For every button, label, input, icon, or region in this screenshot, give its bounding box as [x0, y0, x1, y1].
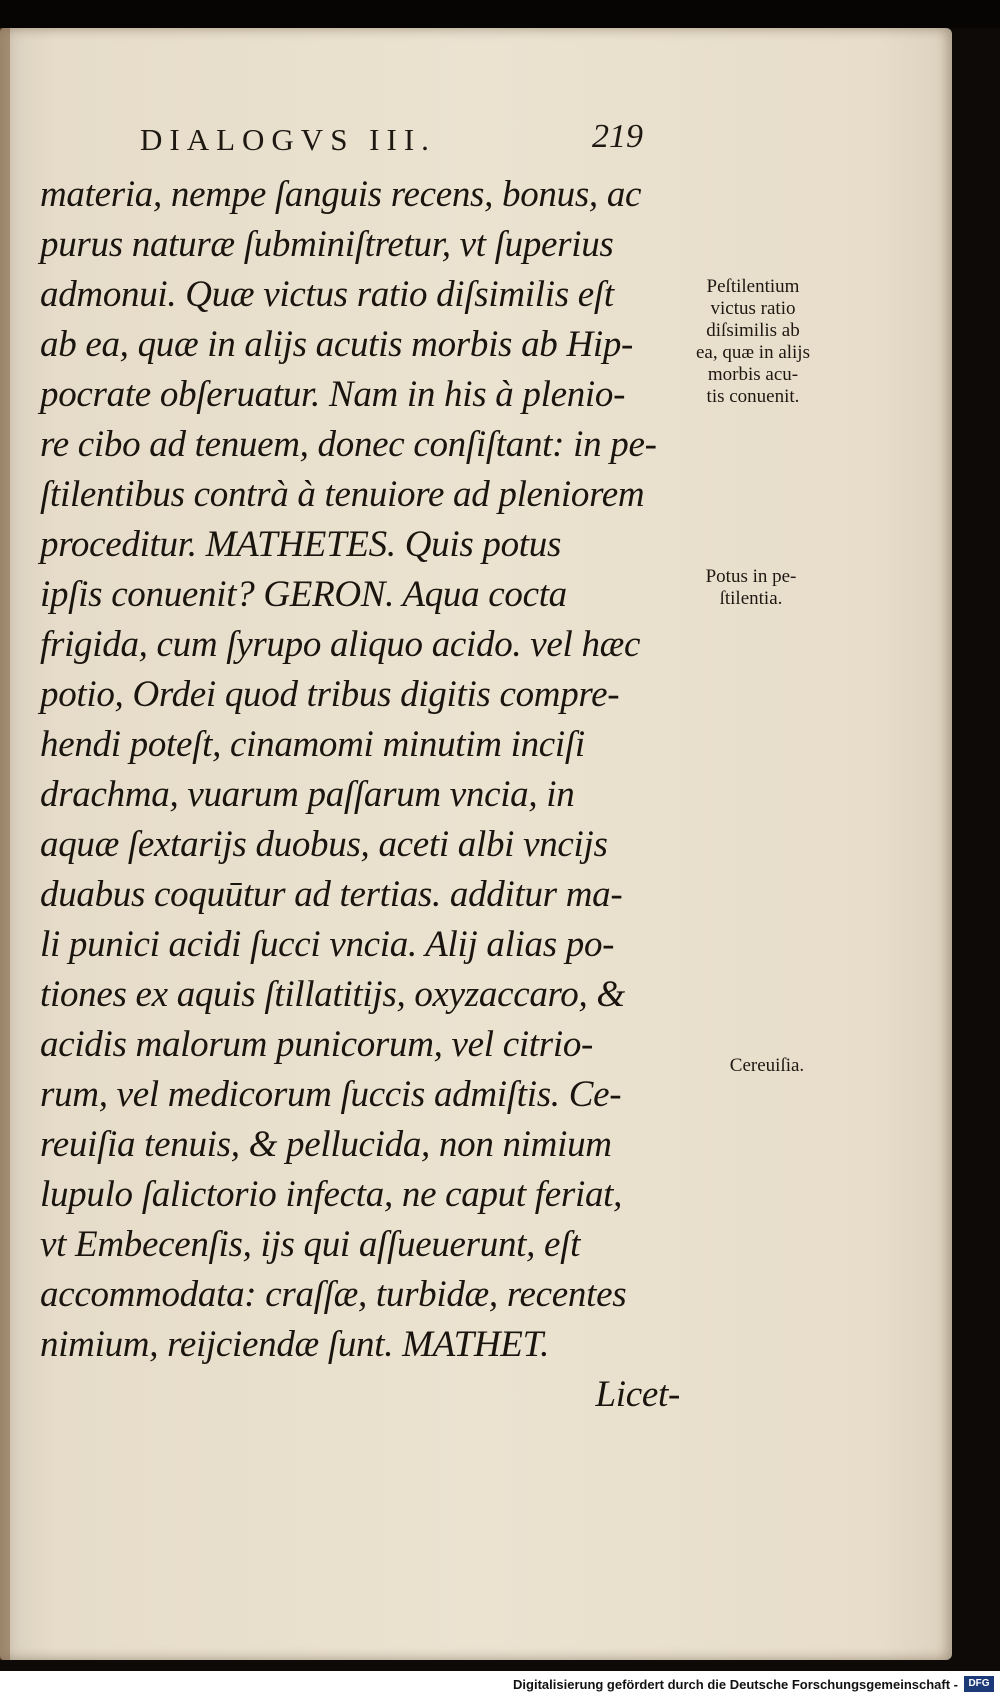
page-header — [140, 118, 660, 162]
text-line: re cibo ad tenuem, donec conſiſtant: in pe- — [40, 424, 657, 465]
main-text-block — [40, 170, 680, 1420]
marginal-line: ea, quæ in alijs — [696, 342, 810, 363]
text-line: rum, vel medicorum ſuccis admiſtis. Ce- — [40, 1074, 622, 1115]
text-line: aquæ ſextarijs duobus, aceti albi vncijs — [40, 824, 608, 865]
text-line: potio, Ordei quod tribus digitis compre- — [40, 674, 620, 715]
dfg-logo: DFG — [964, 1676, 994, 1692]
scan-top-border — [0, 0, 1000, 28]
text-line: purus naturæ ſubminiſtretur, vt ſuperius — [40, 224, 614, 265]
funding-credit: Digitalisierung gefördert durch die Deutsche Forschungsgemeinschaft - — [513, 1677, 958, 1692]
digitization-footer — [0, 1671, 1000, 1697]
text-line: admonui. Quæ victus ratio diſsimilis eſt — [40, 274, 614, 315]
marginal-line: victus ratio — [710, 298, 796, 319]
marginal-note-cereuisia — [712, 1055, 822, 1077]
marginal-note-potus — [676, 566, 826, 610]
text-line: reuiſia tenuis, & pellucida, non nimium — [40, 1124, 612, 1165]
text-line: frigida, cum ſyrupo aliquo acido. vel hæc — [40, 624, 641, 665]
text-line: vt Embecenſis, ijs qui aſſueuerunt, eſt — [40, 1224, 581, 1265]
marginal-line: morbis acu- — [707, 364, 799, 385]
text-line: drachma, vuarum paſſarum vncia, in — [40, 774, 575, 815]
text-line: ipſis conuenit? GERON. Aqua cocta — [40, 574, 567, 615]
running-head: DIALOGVS III. — [140, 122, 436, 157]
marginal-line: Potus in pe- — [705, 566, 797, 587]
text-line: acidis malorum punicorum, vel citrio- — [40, 1024, 594, 1065]
text-line: ab ea, quæ in alijs acutis morbis ab Hip- — [40, 324, 634, 365]
text-line: tiones ex aquis ſtillatitijs, oxyzaccaro, & — [40, 974, 625, 1015]
marginal-line: diſsimilis ab — [706, 320, 800, 341]
text-line: ſtilentibus contrà à tenuiore ad pleniorem — [40, 474, 645, 515]
text-line: proceditur. MATHETES. Quis potus — [40, 524, 562, 565]
text-line: accommodata: craſſæ, turbidæ, recentes — [40, 1274, 627, 1315]
marginal-line: ſtilentia. — [719, 588, 783, 609]
marginal-line: Peſtilentium — [706, 276, 800, 297]
marginal-note-victus — [672, 276, 834, 408]
catchword: Licet- — [595, 1374, 680, 1415]
text-line: nimium, reijciendæ ſunt. MATHET. — [40, 1324, 550, 1365]
text-line: li punici acidi ſucci vncia. Alij alias po- — [40, 924, 615, 965]
page-edge-shadow — [0, 28, 10, 1660]
text-line: lupulo ſalictorio infecta, ne caput feriat, — [40, 1174, 623, 1215]
text-line: hendi poteſt, cinamomi minutim inciſi — [40, 724, 585, 765]
text-line: duabus coquūtur ad tertias. additur ma- — [40, 874, 623, 915]
text-line: materia, nempe ſanguis recens, bonus, ac — [40, 174, 642, 215]
marginal-line: Cereuiſia. — [729, 1055, 805, 1076]
text-line: pocrate obſeruatur. Nam in his à plenio- — [40, 374, 626, 415]
marginal-line: tis conuenit. — [706, 386, 800, 407]
page-number: 219 — [592, 118, 643, 155]
